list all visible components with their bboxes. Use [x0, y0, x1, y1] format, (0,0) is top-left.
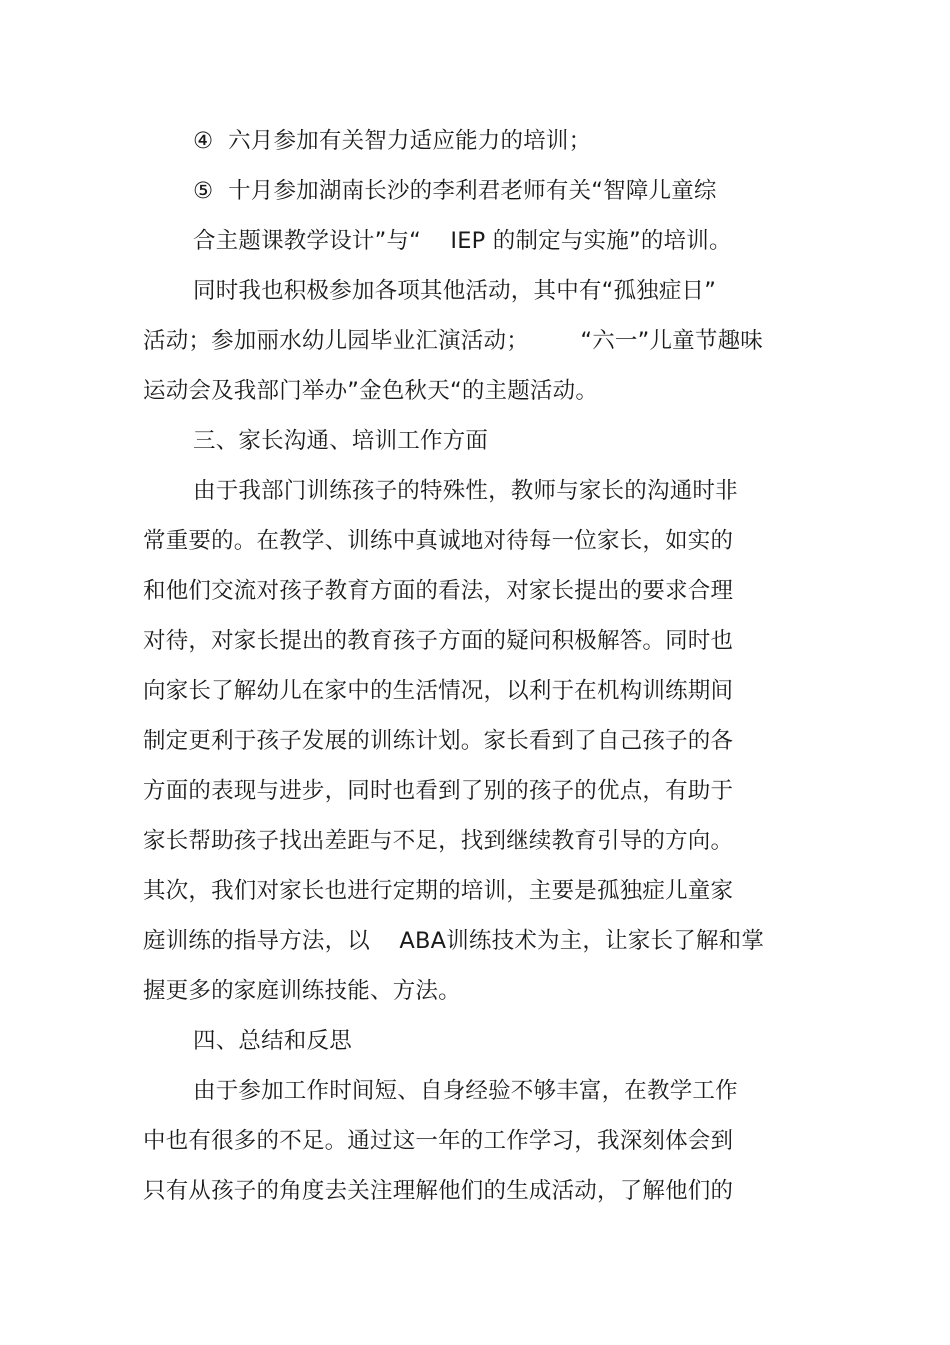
text-line: 家长帮助孩子找出差距与不足，找到继续教育引导的方向。 — [143, 828, 734, 854]
text-line: ⑤ 十月参加湖南长沙的李利君老师有关“智障儿童综 — [193, 178, 717, 204]
text-line: ④ 六月参加有关智力适应能力的培训； — [193, 128, 592, 154]
section-heading: 三、家长沟通、培训工作方面 — [193, 428, 489, 454]
text-line: 其次，我们对家长也进行定期的培训，主要是孤独症儿童家 — [143, 878, 734, 904]
text-line: 运动会及我部门举办”金色秋天“的主题活动。 — [143, 378, 599, 404]
text-line: 由于我部门训练孩子的特殊性，教师与家长的沟通时非 — [193, 478, 738, 504]
text-line: 中也有很多的不足。通过这一年的工作学习，我深刻体会到 — [143, 1128, 734, 1154]
text-line: 活动；参加丽水幼儿园毕业汇演活动； “六一”儿童节趣味 — [143, 328, 763, 354]
text-line: 向家长了解幼儿在家中的生活情况，以利于在机构训练期间 — [143, 678, 734, 704]
text-line: 制定更利于孩子发展的训练计划。家长看到了自己孩子的各 — [143, 728, 734, 754]
text-line: 常重要的。在教学、训练中真诚地对待每一位家长，如实的 — [143, 528, 734, 554]
text-line: 庭训练的指导方法，以 ABA训练技术为主，让家长了解和掌 — [143, 928, 765, 954]
text-line: 由于参加工作时间短、自身经验不够丰富，在教学工作 — [193, 1078, 738, 1104]
text-line: 方面的表现与进步，同时也看到了别的孩子的优点，有助于 — [143, 778, 734, 804]
text-line: 对待，对家长提出的教育孩子方面的疑问积极解答。同时也 — [143, 628, 734, 654]
text-line: 合主题课教学设计”与“ IEP 的制定与实施”的培训。 — [193, 228, 732, 254]
text-line: 同时我也积极参加各项其他活动，其中有“孤独症日” — [193, 278, 717, 304]
text-line: 和他们交流对孩子教育方面的看法，对家长提出的要求合理 — [143, 578, 734, 604]
section-heading: 四、总结和反思 — [193, 1028, 352, 1054]
text-line: 只有从孩子的角度去关注理解他们的生成活动，了解他们的 — [143, 1178, 734, 1204]
text-line: 握更多的家庭训练技能、方法。 — [143, 978, 461, 1004]
